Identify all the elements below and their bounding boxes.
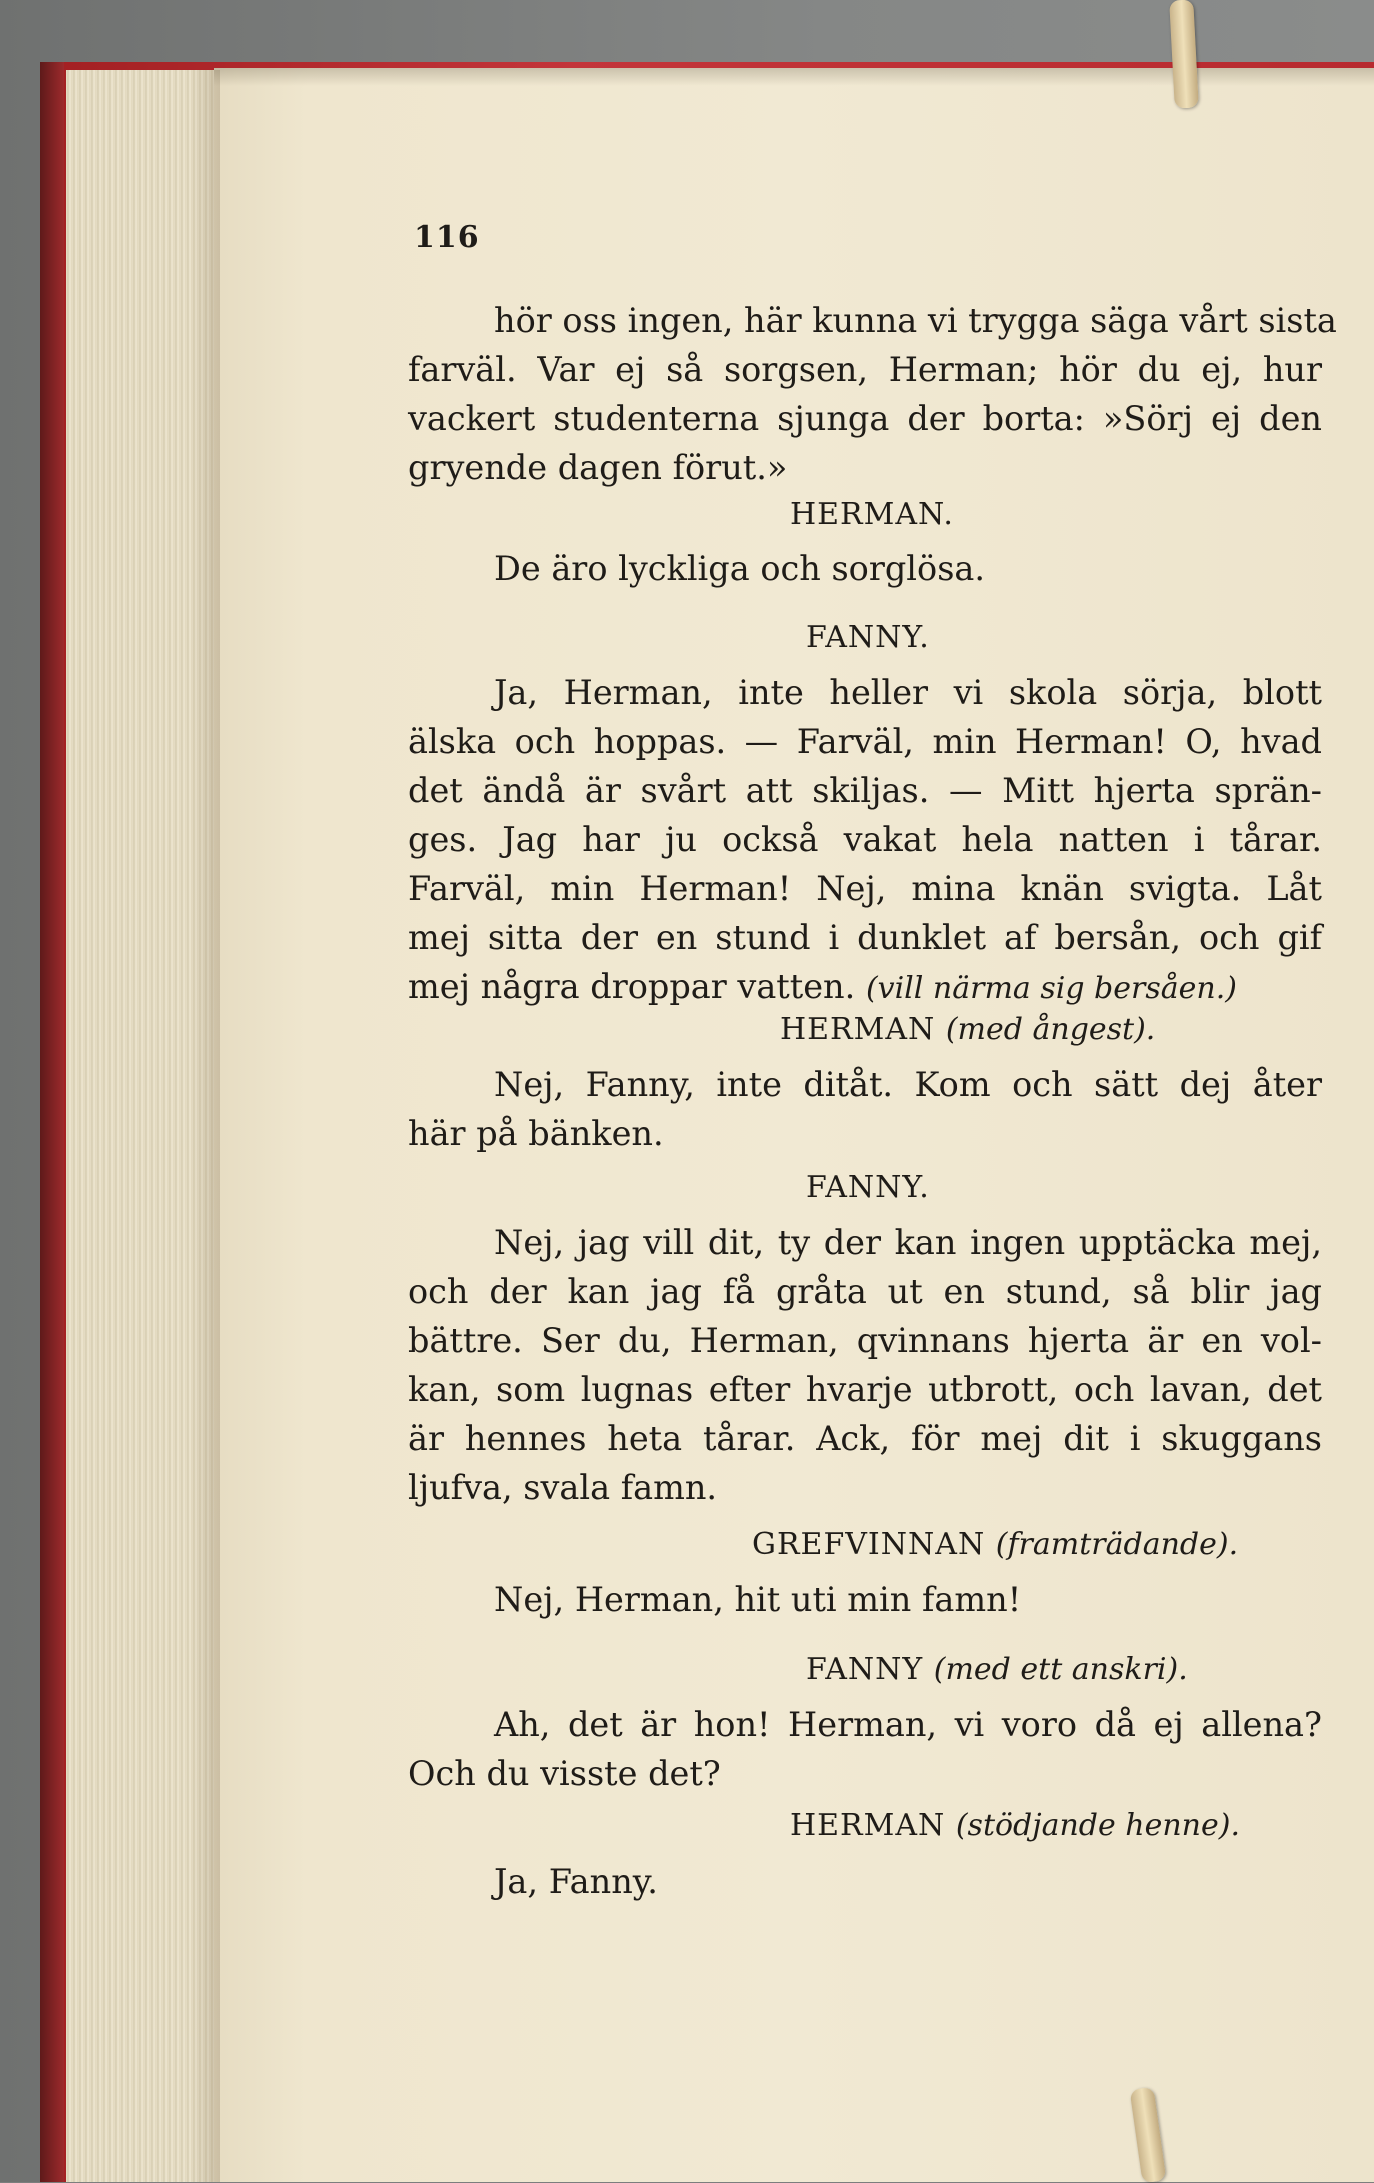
speaker-heading [806,1170,930,1205]
text-line: gryende dagen förut.» [408,448,788,487]
text-line: hör oss ingen, här kunna vi trygga säga vårt sista [494,301,1337,340]
text-line: Ja, Fanny. [494,1862,658,1901]
speaker-name: GREFVINNAN [752,1527,986,1562]
stage-direction: (med ett anskri). [933,1652,1188,1687]
text-line: Ah, det är hon! Herman, vi voro då ej allena? [494,1705,1322,1744]
stage-direction: (vill närma sig bersåen.) [865,971,1237,1006]
text-line: här på bänken. [408,1114,664,1153]
text-line: Och du visste det? [408,1754,721,1793]
text-line: Nej, jag vill dit, ty der kan ingen upptäcka mej, [494,1223,1322,1262]
text-line-content: mej några droppar vatten. [408,967,856,1006]
stage-direction: (stödjande henne). [955,1808,1240,1843]
speaker-name: HERMAN. [790,497,954,532]
stage-direction: (framträdande). [995,1527,1239,1562]
dialogue-paragraph [408,1700,1322,1798]
speaker-name: FANNY [806,1652,924,1687]
speaker-heading [752,1527,1238,1562]
text-line: och der kan jag få gråta ut en stund, så blir jag [408,1272,1322,1311]
speaker-heading [806,620,930,655]
text-line: älska och hoppas. — Farväl, min Herman! O, hvad [408,722,1322,761]
gutter-shadow [190,70,220,2182]
dialogue-paragraph [408,1857,1322,1906]
text-line: är hennes heta tårar. Ack, för mej dit i skuggans [408,1419,1322,1458]
text-line: Farväl, min Herman! Nej, mina knän svigta. Låt [408,869,1322,908]
text-line: bättre. Ser du, Herman, qvinnans hjerta är en vol- [408,1321,1322,1360]
text-line: Ja, Herman, inte heller vi skola sörja, blott [494,673,1322,712]
cover-edge [40,62,64,2182]
dialogue-paragraph [408,544,1322,593]
speaker-heading [806,1652,1188,1687]
text-line: farväl. Var ej så sorgsen, Herman; hör du ej, hur [408,350,1322,389]
speaker-name: FANNY. [806,1170,930,1205]
stage-direction: (med ångest). [945,1012,1156,1047]
dialogue-paragraph [408,668,1322,1013]
speaker-name: FANNY. [806,620,930,655]
text-line [408,962,1322,1013]
dialogue-paragraph [408,1218,1322,1512]
page-number: 116 [414,220,480,255]
text-line: De äro lyckliga och sorglösa. [494,549,986,588]
speaker-heading [790,497,954,532]
text-line: Nej, Fanny, inte ditåt. Kom och sätt dej åter [494,1065,1322,1104]
speaker-heading [780,1012,1155,1047]
text-line: det ändå är svårt att skiljas. — Mitt hjerta sprän- [408,771,1322,810]
text-line: kan, som lugnas efter hvarje utbrott, och lavan, det [408,1370,1322,1409]
speaker-name: HERMAN [790,1808,946,1843]
page-top-shadow [214,68,1374,86]
speaker-name: HERMAN [780,1012,936,1047]
dialogue-paragraph [408,296,1337,492]
dialogue-paragraph [408,1575,1322,1624]
text-line: ges. Jag har ju också vakat hela natten i tårar. [408,820,1322,859]
text-line: vackert studenterna sjunga der borta: »Sörj ej den [408,399,1322,438]
text-line: Nej, Herman, hit uti min famn! [494,1580,1022,1619]
dialogue-paragraph [408,1060,1322,1158]
speaker-heading [790,1808,1240,1843]
text-line: mej sitta der en stund i dunklet af bersån, och gif [408,918,1322,957]
text-line: ljufva, svala famn. [408,1468,718,1507]
